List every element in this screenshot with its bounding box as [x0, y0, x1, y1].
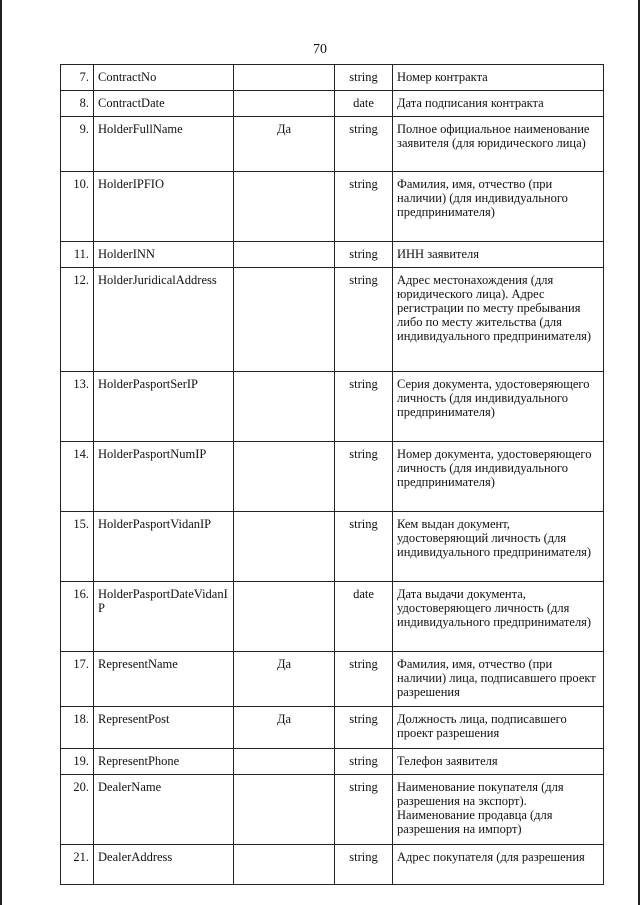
field-description: Должность лица, подписавшего проект разрешения — [393, 707, 604, 749]
field-name: HolderPasportNumIP — [94, 442, 234, 512]
field-description: Серия документа, удостоверяющего личность (для индивидуального предпринимателя) — [393, 372, 604, 442]
row-number: 19. — [61, 749, 94, 775]
row-number: 13. — [61, 372, 94, 442]
required-flag — [234, 372, 335, 442]
row-number: 14. — [61, 442, 94, 512]
field-description: Дата подписания контракта — [393, 91, 604, 117]
required-flag — [234, 845, 335, 885]
fields-table — [60, 64, 604, 885]
required-flag: Да — [234, 652, 335, 707]
field-description: Дата выдачи документа, удостоверяющего личность (для индивидуального предпринимателя) — [393, 582, 604, 652]
field-description: Номер контракта — [393, 65, 604, 91]
row-number: 18. — [61, 707, 94, 749]
table-row — [61, 268, 604, 372]
field-name: RepresentName — [94, 652, 234, 707]
required-flag — [234, 442, 335, 512]
table-row — [61, 652, 604, 707]
field-name: RepresentPhone — [94, 749, 234, 775]
field-description: Телефон заявителя — [393, 749, 604, 775]
table-row — [61, 512, 604, 582]
field-description: Адрес местонахождения (для юридического лица). Адрес регистрации по месту пребывания либо по месту жительства (для индивидуального предпринимателя) — [393, 268, 604, 372]
required-flag — [234, 268, 335, 372]
field-type: string — [335, 775, 393, 845]
page-number: 70 — [313, 42, 327, 57]
required-flag — [234, 172, 335, 242]
table-row — [61, 372, 604, 442]
field-description: Фамилия, имя, отчество (при наличии) лица, подписавшего проект разрешения — [393, 652, 604, 707]
field-type: string — [335, 442, 393, 512]
required-flag — [234, 582, 335, 652]
field-name: HolderJuridicalAddress — [94, 268, 234, 372]
row-number: 21. — [61, 845, 94, 885]
table-row — [61, 91, 604, 117]
field-type: string — [335, 242, 393, 268]
table-row — [61, 65, 604, 91]
table-row — [61, 749, 604, 775]
field-name: HolderINN — [94, 242, 234, 268]
field-name: HolderFullName — [94, 117, 234, 172]
field-type: string — [335, 65, 393, 91]
field-type: string — [335, 117, 393, 172]
field-name: HolderPasportDateVidanIP — [94, 582, 234, 652]
field-type: string — [335, 707, 393, 749]
required-flag — [234, 242, 335, 268]
table-row — [61, 775, 604, 845]
required-flag — [234, 65, 335, 91]
table-row — [61, 845, 604, 885]
field-name: DealerAddress — [94, 845, 234, 885]
field-type: string — [335, 749, 393, 775]
row-number: 10. — [61, 172, 94, 242]
required-flag: Да — [234, 707, 335, 749]
field-type: string — [335, 512, 393, 582]
row-number: 17. — [61, 652, 94, 707]
table-row — [61, 707, 604, 749]
table-row — [61, 172, 604, 242]
required-flag — [234, 749, 335, 775]
required-flag: Да — [234, 117, 335, 172]
field-type: date — [335, 582, 393, 652]
row-number: 12. — [61, 268, 94, 372]
field-description: Адрес покупателя (для разрешения — [393, 845, 604, 885]
field-type: date — [335, 91, 393, 117]
field-name: HolderPasportVidanIP — [94, 512, 234, 582]
field-description: ИНН заявителя — [393, 242, 604, 268]
required-flag — [234, 775, 335, 845]
required-flag — [234, 512, 335, 582]
field-name: ContractNo — [94, 65, 234, 91]
field-name: HolderPasportSerIP — [94, 372, 234, 442]
field-description: Наименование покупателя (для разрешения на экспорт). Наименование продавца (для разрешения на импорт) — [393, 775, 604, 845]
table-row — [61, 442, 604, 512]
field-type: string — [335, 845, 393, 885]
field-description: Кем выдан документ, удостоверяющий личность (для индивидуального предпринимателя) — [393, 512, 604, 582]
field-name: DealerName — [94, 775, 234, 845]
row-number: 16. — [61, 582, 94, 652]
table-row — [61, 582, 604, 652]
row-number: 7. — [61, 65, 94, 91]
row-number: 9. — [61, 117, 94, 172]
required-flag — [234, 91, 335, 117]
field-description: Фамилия, имя, отчество (при наличии) (для индивидуального предпринимателя) — [393, 172, 604, 242]
field-name: RepresentPost — [94, 707, 234, 749]
table-row — [61, 242, 604, 268]
field-name: ContractDate — [94, 91, 234, 117]
field-type: string — [335, 652, 393, 707]
field-name: HolderIPFIO — [94, 172, 234, 242]
row-number: 8. — [61, 91, 94, 117]
field-type: string — [335, 372, 393, 442]
field-description: Номер документа, удостоверяющего личность (для индивидуального предпринимателя) — [393, 442, 604, 512]
field-description: Полное официальное наименование заявителя (для юридического лица) — [393, 117, 604, 172]
page-border-left — [0, 0, 2, 905]
field-type: string — [335, 268, 393, 372]
field-type: string — [335, 172, 393, 242]
row-number: 20. — [61, 775, 94, 845]
table-row — [61, 117, 604, 172]
row-number: 15. — [61, 512, 94, 582]
row-number: 11. — [61, 242, 94, 268]
